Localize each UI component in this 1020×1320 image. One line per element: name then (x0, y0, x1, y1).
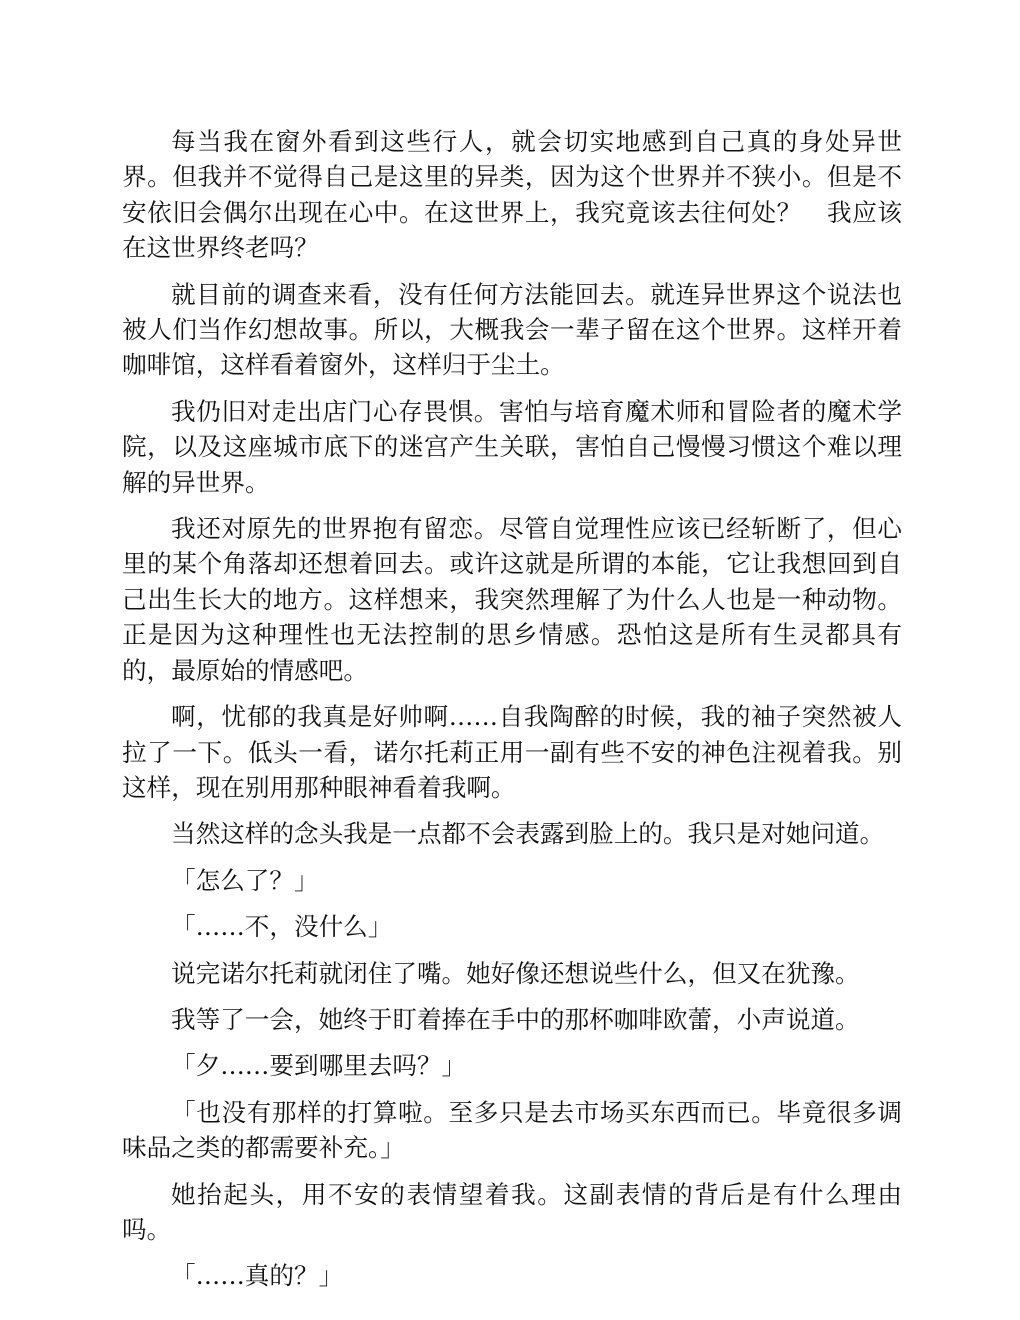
paragraph: 她抬起头，用不安的表情望着我。这副表情的背后是有什么理由吗。 (122, 1179, 902, 1244)
paragraph: 当然这样的念头我是一点都不会表露到脸上的。我只是对她问道。 (171, 819, 885, 849)
dialogue-line: 「夕……要到哪里去吗？」 (171, 1051, 467, 1081)
paragraph: 我仍旧对走出店门心存畏惧。害怕与培育魔术师和冒险者的魔术学院，以及这座城市底下的迷宫产生关联，害怕自己慢慢习惯这个难以理解的异世界。 (122, 396, 902, 497)
dialogue-line: 「怎么了？」 (171, 865, 319, 895)
paragraph: 啊，忧郁的我真是好帅啊……自我陶醉的时候，我的袖子突然被人拉了一下。低头一看，诺尔托莉正用一副有些不安的神色注视着我。别这样，现在别用那种眼神看着我啊。 (122, 702, 902, 802)
paragraph: 说完诺尔托莉就闭住了嘴。她好像还想说些什么，但又在犹豫。 (171, 958, 860, 988)
dialogue-line: 「也没有那样的打算啦。至多只是去市场买东西而已。毕竟很多调味品之类的都需要补充。」 (122, 1097, 902, 1163)
dialogue-line: 「……真的？」 (171, 1261, 344, 1291)
dialogue-line: 「……不，没什么」 (171, 912, 393, 942)
paragraph: 就目前的调查来看，没有任何方法能回去。就连异世界这个说法也被人们当作幻想故事。所以，大概我会一辈子留在这个世界。这样开着咖啡馆，这样看着窗外，这样归于尘土。 (122, 279, 902, 380)
paragraph: 我还对原先的世界抱有留恋。尽管自觉理性应该已经斩断了，但心里的某个角落却还想着回去。或许这就是所谓的本能，它让我想回到自己出生长大的地方。这样想来，我突然理解了为什么人也是一种动物。正是因为这种理性也无法控制的思乡情感。恐怕这是所有生灵都具有的，最原始的情感吧。 (122, 514, 902, 685)
paragraph: 我等了一会，她终于盯着捧在手中的那杯咖啡欧蕾，小声说道。 (171, 1004, 860, 1034)
paragraph: 每当我在窗外看到这些行人，就会切实地感到自己真的身处异世界。但我并不觉得自己是这里的异类，因为这个世界并不狭小。但是不安依旧会偶尔出现在心中。在这世界上，我究竟该去往何处？ 我应该在这世界终老吗？ (122, 127, 902, 263)
document-page (122, 124, 902, 1305)
